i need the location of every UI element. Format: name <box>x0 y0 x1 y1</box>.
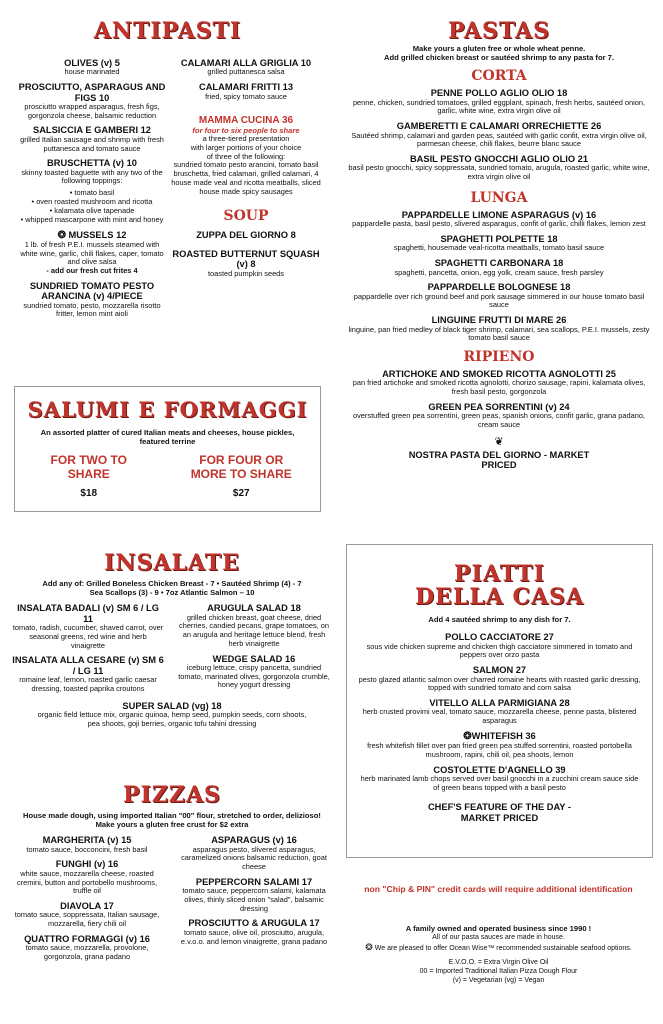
item-desc: skinny toasted baguette with any two of the following toppings: <box>21 167 163 186</box>
item-desc: grilled puttanesca salsa <box>207 67 285 77</box>
item-desc: herb crusted provimi veal, tomato sauce, mozzarella cheese, penne pasta, blistered asparagus <box>362 707 637 726</box>
insalate-section <box>12 550 332 728</box>
item-desc: iceburg lettuce, crispy pancetta, sundried tomato, marinated olives, gorgonzola crumble, honey yogurt dressing <box>178 662 330 690</box>
item-desc: asparagus pesto, slivered asparagus, caramelized onions balsamic reduction, goat cheese <box>181 844 327 872</box>
menu-item-wedge <box>176 654 332 691</box>
menu-item-prosciutto-arugula <box>176 918 332 946</box>
pizzas-left-column <box>12 835 162 967</box>
topping: • whipped mascarpone with mint and honey <box>20 214 164 224</box>
item-name: COSTOLETTE D'AGNELLO 39 <box>433 764 566 775</box>
item-name: SALSICCIA E GAMBERI 12 <box>33 125 151 136</box>
item-name: SUNDRIED TOMATO PESTO ARANCINA (v) 4/PIECE <box>29 280 155 302</box>
item-desc: sundried tomato pesto arancini, tomato basil bruschetta, fried calamari, grilled calamari, 4 house made veal and ricotta meatballs, sliced house made spicy sausages <box>171 160 321 196</box>
item-name: DIAVOLA 17 <box>60 900 114 911</box>
antipasti-title: ANTIPASTI <box>93 18 242 44</box>
item-desc: pappardelle pasta, basil pesto, slivered asparagus, confit of garlic, chilli flakes, lemon zest <box>352 219 646 229</box>
item-desc: a three-tiered presentation <box>202 134 290 144</box>
nostra-pasta: NOSTRA PASTA DEL GIORNO - MARKET PRICED <box>408 449 590 471</box>
item-name: PEPPERCORN SALAMI 17 <box>195 876 313 887</box>
ocean-wise-text: We are pleased to offer Ocean Wise™ recommended sustainable seafood options. <box>374 945 632 953</box>
pastas-note: Make yours a gluten free or whole wheat penne. <box>412 44 586 53</box>
sauces-note: All of our pasta sauces are made in house. <box>432 934 565 941</box>
pizzas-right-column <box>176 835 332 967</box>
item-desc: tomato sauce, soppressata, Italian sausage, mozzarella, fiery chili oil <box>14 910 160 929</box>
pastas-note: Add grilled chicken breast or sautéed shrimp to any pasta for 7. <box>384 53 614 63</box>
piatti-box <box>346 544 653 858</box>
item-name: MARGHERITA (v) 15 <box>42 835 132 846</box>
menu-item-calamari-fritti <box>170 82 322 101</box>
menu-item-mamma-cucina <box>170 115 322 196</box>
ocean-wise-icon: ❂ <box>463 730 472 742</box>
item-name: SUPER SALAD (vg) 18 <box>122 700 222 711</box>
menu-item-frutti-di-mare <box>345 315 653 343</box>
menu-item-cesare <box>12 655 164 693</box>
corta-title: CORTA <box>471 68 527 85</box>
ocean-wise-icon: ❂ <box>365 942 373 953</box>
item-name: CALAMARI ALLA GRIGLIA 10 <box>180 58 312 68</box>
item-desc: tomato, radish, cucumber, shaved carrot, over seasonal greens, red wine and herb vinaigrette <box>12 623 164 650</box>
menu-item-bolognese <box>345 282 653 310</box>
item-desc: organic field lettuce mix, organic quinoa, hemp seed, pumpkin seeds, corn shoots, pea shoots, goji berries, organic tofu tahini dressing <box>37 709 307 728</box>
bruschetta-toppings <box>16 189 168 225</box>
item-note: - add our fresh cut frites 4 <box>46 266 138 276</box>
antipasti-right-column <box>170 58 322 283</box>
chef-feature: CHEF'S FEATURE OF THE DAY - MARKET PRICED <box>427 802 572 823</box>
item-desc: white sauce, mozzarella cheese, roasted cremini, button and portobello mushrooms, truffle oil <box>16 868 158 896</box>
menu-item-calamari-griglia <box>170 58 322 77</box>
piatti-title-line1: PIATTI <box>454 561 545 587</box>
item-name: PROSCIUTTO & ARUGULA 17 <box>188 918 320 929</box>
menu-item-peppercorn-salami <box>176 877 332 914</box>
item-name: SPAGHETTI POLPETTE 18 <box>440 233 558 244</box>
menu-item-funghi <box>12 859 162 896</box>
menu-item-salmon <box>357 665 642 693</box>
item-desc: herb marinated lamb chops served over basil gnocchi in a zucchini cream sauce side of green beans topped with a basil pesto <box>360 773 639 792</box>
soup-section <box>170 208 322 278</box>
legend-vegan: (v) = Vegetarian (vg) = Vegan <box>452 976 545 984</box>
item-desc: house marinated <box>64 67 120 77</box>
item-name: SALMON 27 <box>472 665 527 676</box>
item-desc: pappardelle over rich ground beef and pork sausage simmered in our house tomato basil sauce <box>353 291 645 310</box>
item-desc: fresh whitefish fillet over pan fried green pea stuffed sorrentini, roasted portobella mushroom, rapini, chili oil, pea shoots, lemon <box>367 741 632 759</box>
item-name: POLLO CACCIATORE 27 <box>445 632 554 643</box>
insalate-right-column <box>176 603 332 698</box>
insalate-note: Add any of: Grilled Boneless Chicken Breast - 7 • Sautéed Shrimp (4) - 7 <box>42 579 302 588</box>
menu-item-arugula-salad <box>176 603 332 648</box>
piatti-title-line2: DELLA CASA <box>414 584 585 611</box>
menu-item-squash <box>170 249 322 279</box>
salumi-option-two <box>34 454 144 499</box>
item-desc: fried, spicy tomato sauce <box>205 91 287 101</box>
option-price: $18 <box>80 487 98 499</box>
item-desc: 1 lb. of fresh P.E.I. mussels steamed with white wine, garlic, chili flakes, caper, tomato and olive salsa <box>20 239 164 267</box>
menu-item-super-salad <box>32 701 312 729</box>
whitefish-name: WHITEFISH 36 <box>471 730 536 741</box>
legend-evoo: E.V.O.O. = Extra Virgin Olive Oil <box>448 958 549 966</box>
pizzas-section <box>12 782 332 967</box>
item-desc: tomato sauce, mozzarella, provolone, gorgonzola, grana padano <box>25 943 149 961</box>
pizzas-columns <box>12 835 332 967</box>
item-name: ASPARAGUS (v) 16 <box>211 835 297 846</box>
menu-item-diavola <box>12 901 162 929</box>
menu-item-margherita <box>12 835 162 854</box>
item-name: INSALATA ALLA CESARE (v) SM 6 / LG 11 <box>12 655 164 676</box>
menu-item-quattro-formaggi <box>12 934 162 962</box>
menu-item-mussels <box>16 230 168 276</box>
footer <box>346 884 651 985</box>
antipasti-left-column <box>16 58 168 324</box>
item-desc: linguine, pan fried medley of black tiger shrimp, calamari, sea scallops, P.E.I. mussels, zesty tomato basil sauce <box>348 324 650 343</box>
menu-item-agnolotti <box>345 369 653 397</box>
legend-flour: 00 = Imported Traditional Italian Pizza Dough Flour <box>419 967 578 975</box>
ocean-wise-note <box>346 942 651 954</box>
item-name: PENNE POLLO AGLIO OLIO 18 <box>430 88 568 99</box>
menu-item-carbonara <box>345 258 653 277</box>
salumi-box <box>14 386 321 512</box>
menu-item-pollo-cacciatore <box>357 632 642 660</box>
option-label: FOR TWO TO SHARE <box>50 453 127 482</box>
item-name: GAMBERETTI E CALAMARI ORRECHIETTE 26 <box>396 121 602 132</box>
item-name: QUATTRO FORMAGGI (v) 16 <box>24 933 150 944</box>
ocean-wise-icon: ❂ <box>57 229 66 241</box>
insalate-note: Sea Scallops (3) - 9 • 7oz Atlantic Salmon – 10 <box>89 588 255 598</box>
pizzas-note: Make yours a gluten free crust for $2 extra <box>95 820 249 830</box>
flourish-icon: ❦ <box>494 435 504 448</box>
soup-title: SOUP <box>223 208 269 225</box>
menu-item-whitefish <box>357 731 642 760</box>
item-name: GREEN PEA SORRENTINI (v) 24 <box>428 401 570 412</box>
menu-item-salsiccia <box>16 125 168 153</box>
lunga-title: LUNGA <box>470 189 528 206</box>
menu-item-costolette <box>357 765 642 793</box>
mussels-name: MUSSELS 12 <box>68 229 127 240</box>
salumi-title: SALUMI E FORMAGGI <box>27 397 308 422</box>
item-name: SPAGHETTI CARBONARA 18 <box>434 258 564 269</box>
item-desc: grilled Italian sausage and shrimp with fresh puttanesca and tomato sauce <box>20 134 164 153</box>
item-desc: Sautéed shrimp, calamari and garden peas, sautéed with garlic confit, extra virgin olive oil, parmesan cheese, chili flakes, beurre blanc sauce <box>351 130 647 149</box>
pastas-section <box>345 18 653 471</box>
salumi-option-four <box>181 454 301 499</box>
chip-pin-notice: non "Chip & PIN" credit cards will require additional identification <box>364 884 633 894</box>
item-sub: for four to six people to share <box>192 126 300 136</box>
topping: • kalamata olive tapenade <box>49 205 135 215</box>
item-name: ROASTED BUTTERNUT SQUASH (v) 8 <box>172 248 320 270</box>
item-desc: spaghetti, housemade veal-ricotta meatballs, tomato basil sauce <box>393 243 605 253</box>
item-name: LINGUINE FRUTTI DI MARE 26 <box>431 315 567 326</box>
menu-item-pappardelle-limone <box>345 210 653 229</box>
item-desc: toasted pumpkin seeds <box>207 268 284 278</box>
insalate-left-column <box>12 603 164 698</box>
menu-item-bruschetta <box>16 158 168 224</box>
item-name: FUNGHI (v) 16 <box>55 859 119 870</box>
menu-item-penne <box>345 88 653 116</box>
item-name: PROSCIUTTO, ASPARAGUS AND FIGS 10 <box>18 82 166 103</box>
item-desc: penne, chicken, sundried tomatoes, grilled eggplant, spinach, fresh herbs, sautéed onion, garlic, white wine, extra virgin olive oil <box>352 97 646 116</box>
topping: • tomato basil <box>69 188 115 198</box>
item-desc: sundried tomato, pesto, mozzarella risotto fritter, lemon mint aioli <box>23 300 161 319</box>
menu-item-prosciutto <box>16 82 168 120</box>
menu-item-asparagus-pizza <box>176 835 332 872</box>
item-desc: tomato sauce, peppercorn salami, kalamata olives, thinly sliced onion "salad", balsamic dressing <box>182 886 326 913</box>
item-name: ARUGULA SALAD 18 <box>207 603 301 614</box>
item-name: INSALATA BADALI (v) SM 6 / LG 11 <box>17 603 159 624</box>
item-desc: grilled chicken breast, goat cheese, dried cherries, candied pecans, grape tomatoes, on an arugula and heritage lettuce blend, fresh herb vinaigrette <box>179 612 329 648</box>
item-desc: spaghetti, pancetta, onion, egg yolk, cream sauce, fresh parsley <box>394 267 604 277</box>
menu-item-gnocchi <box>345 154 653 182</box>
menu-item-sorrentini <box>345 402 653 430</box>
ripieno-title: RIPIENO <box>463 349 535 366</box>
pizzas-note: House made dough, using imported Italian "00" flour, stretched to order, delizioso! <box>23 811 321 820</box>
item-name: WEDGE SALAD 16 <box>212 653 296 664</box>
item-name: MAMMA CUCINA 36 <box>198 115 294 127</box>
item-name: PAPPARDELLE LIMONE ASPARAGUS (v) 16 <box>401 209 597 220</box>
antipasti-section <box>0 18 335 44</box>
salumi-desc: An assorted platter of cured Italian meats and cheeses, house pickles, featured terrine <box>40 428 295 447</box>
menu-item-zuppa <box>170 230 322 240</box>
item-desc: pan fried artichoke and smoked ricotta agnolotti, chorizo sausage, rapini, kalamata olives, fresh basil pesto, gorgonzola <box>352 378 646 397</box>
item-desc: tomato sauce, bocconcini, fresh basil <box>26 844 148 854</box>
item-name: CALAMARI FRITTI 13 <box>199 82 293 93</box>
item-desc: with larger portions of your choice <box>190 143 302 153</box>
item-desc: overstuffed green pea sorrentini, green peas, spanish onions, confit garlic, grana padano, cream sauce <box>353 411 645 430</box>
insalate-columns <box>12 603 332 698</box>
item-name: ZUPPA DEL GIORNO 8 <box>196 230 296 241</box>
menu-item-vitello <box>357 698 642 726</box>
topping: • oven roasted mushroom and ricotta <box>31 197 153 207</box>
menu-item-polpette <box>345 234 653 253</box>
item-desc: sous vide chicken supreme and chicken thigh cacciatore simmered in tomato and peppers over orzo pasta <box>366 641 633 660</box>
item-name: BRUSCHETTA (v) 10 <box>47 158 137 169</box>
family-owned-note: A family owned and operated business since 1990 ! <box>405 924 592 933</box>
item-desc: basil pesto gnocchi, spicy soppressata, sundried tomato, arugula, roasted garlic, white wine, extra virgin olive oil <box>348 163 650 182</box>
option-price: $27 <box>232 487 250 499</box>
item-desc: romaine leaf, lemon, roasted garlic caesar dressing, toasted paprika croutons <box>19 675 157 693</box>
item-desc: of three of the following: <box>206 151 286 161</box>
option-label: FOR FOUR OR MORE TO SHARE <box>190 453 292 482</box>
piatti-note: Add 4 sautéed shrimp to any dish for 7. <box>428 615 571 625</box>
pastas-title: PASTAS <box>447 18 551 44</box>
salumi-options <box>15 454 320 499</box>
item-name: PAPPARDELLE BOLOGNESE 18 <box>427 282 571 293</box>
item-name: VITELLO ALLA PARMIGIANA 28 <box>429 698 570 709</box>
item-desc: prosciutto wrapped asparagus, fresh figs, gorgonzola cheese, balsamic reduction <box>24 101 160 120</box>
menu-item-arancina <box>16 281 168 319</box>
pizzas-title: PIZZAS <box>123 782 221 808</box>
menu-item-badali <box>12 603 164 650</box>
item-name: OLIVES (v) 5 <box>64 58 120 68</box>
insalate-title: INSALATE <box>104 550 240 576</box>
item-name: BASIL PESTO GNOCCHI AGLIO OLIO 21 <box>409 153 589 164</box>
menu-item-olives <box>16 58 168 77</box>
item-desc: tomato sauce, olive oil, prosciutto, arugula, e.v.o.o. and lemon vinaigrette, grana padano <box>180 927 328 946</box>
piatti-items <box>357 632 642 823</box>
item-desc: pesto glazed atlantic salmon over charred romaine hearts with roasted garlic dressing, topped with sundried tomato and corn salsa <box>358 674 641 693</box>
item-name: ARTICHOKE AND SMOKED RICOTTA AGNOLOTTI 25 <box>382 369 616 380</box>
menu-item-gamberetti <box>345 121 653 149</box>
